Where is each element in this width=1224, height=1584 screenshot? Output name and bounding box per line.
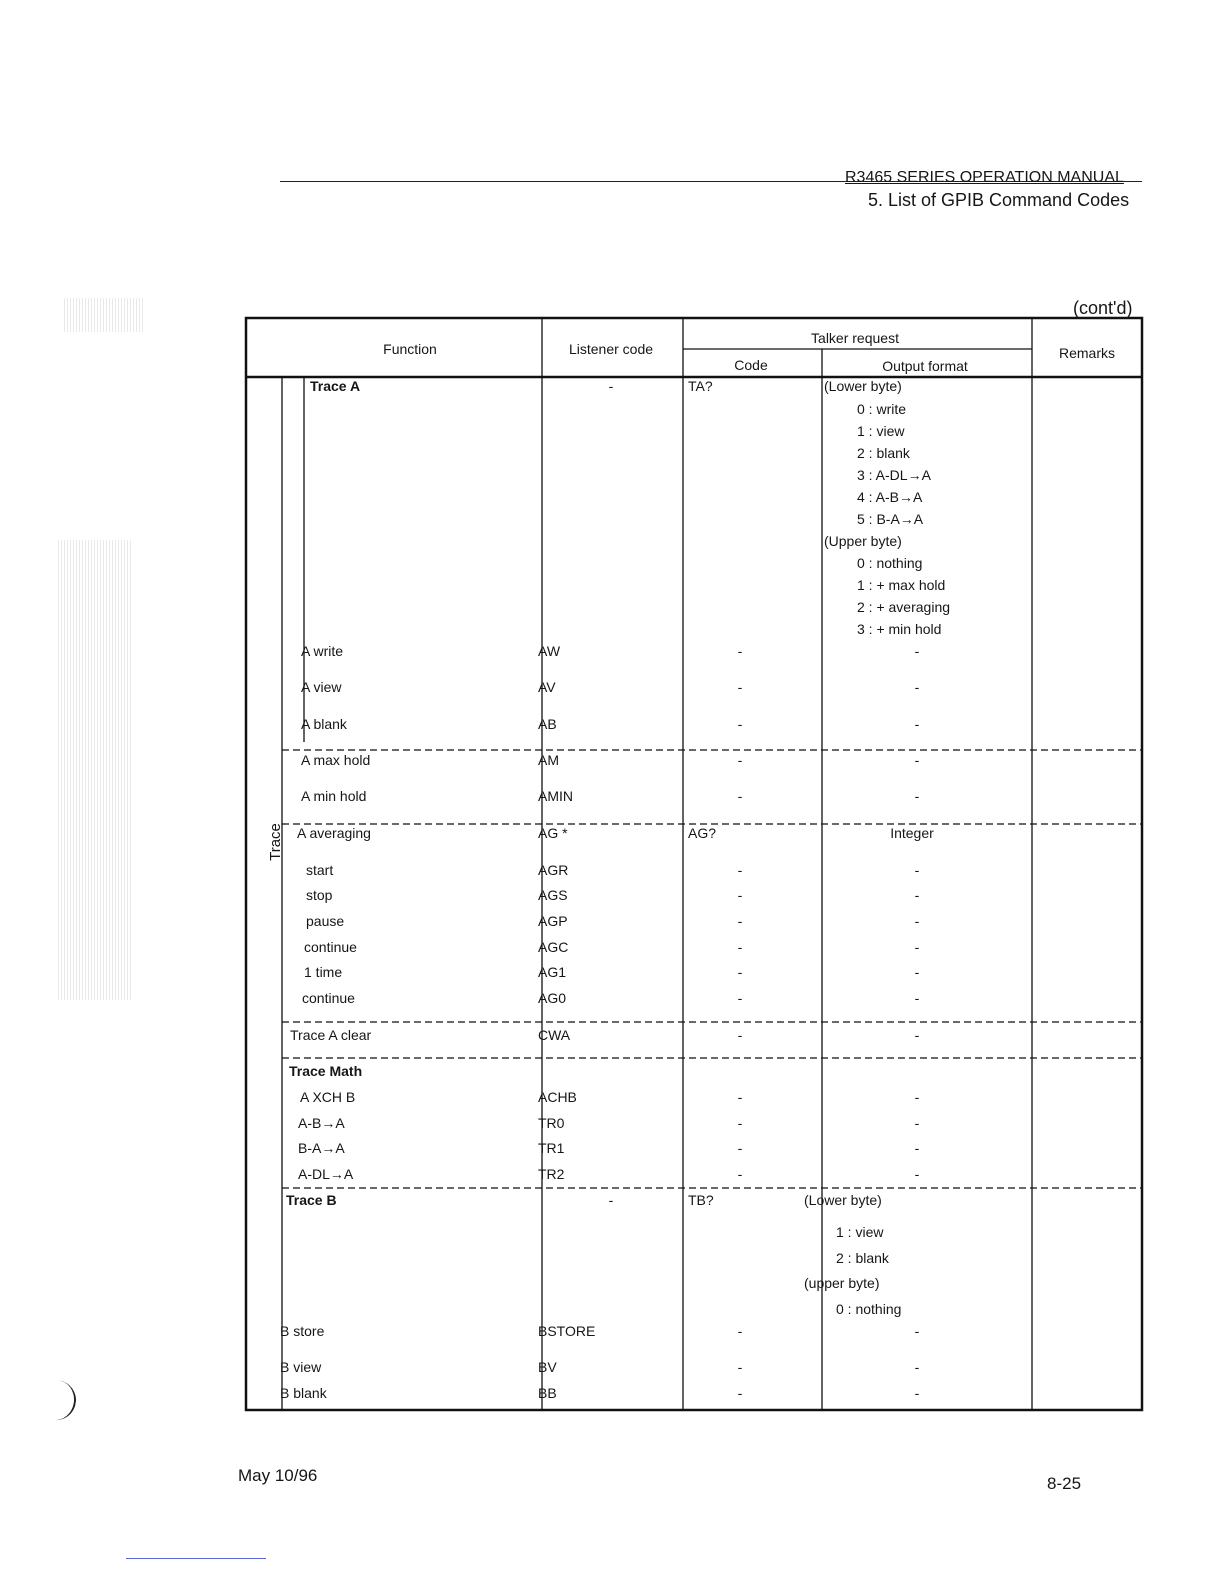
cell-function: Trace Math [289,1063,363,1079]
cell-output-format: - [914,643,920,659]
manual-title: R3465 SERIES OPERATION MANUAL [845,169,1124,186]
cell-output-format: - [914,1140,920,1156]
cell-code: TB? [688,1192,714,1208]
cell-output-format: - [914,939,920,955]
cell-listener-code: AG1 [538,964,567,980]
table-rows [280,378,950,1401]
cell-output-format: - [914,1323,920,1339]
header-listener-code: Listener code [568,341,654,357]
cell-listener-code: AM [538,752,559,768]
cell-code: - [737,679,743,695]
section-title: 5. List of GPIB Command Codes [868,190,1130,210]
cell-output-format: 0 : nothing [857,555,923,571]
cell-listener-code: TR0 [538,1115,565,1131]
cell-function: A blank [301,716,347,732]
cell-output-format: - [914,1089,920,1105]
cell-output-format: (Lower byte) [824,378,902,394]
cell-function: A min hold [301,788,367,804]
cell-function: continue [302,990,355,1006]
cell-listener-code: AGP [538,913,568,929]
cell-listener-code: AG0 [538,990,567,1006]
continued-label: (cont'd) [1073,298,1133,318]
header-remarks: Remarks [1058,345,1116,361]
table-frame [246,318,1142,1410]
cell-code: - [737,990,743,1006]
header-output-format: Output format [882,358,968,374]
cell-function: stop [306,887,333,903]
cell-function: A-B→A [298,1115,345,1131]
cell-output-format: 5 : B-A→A [857,511,924,527]
cell-output-format: 1 : view [836,1224,884,1240]
header-function: Function [383,341,437,357]
cell-listener-code: BV [538,1359,557,1375]
cell-listener-code: TR2 [538,1166,565,1182]
cell-function: Trace B [286,1192,337,1208]
cell-function: B blank [280,1385,327,1401]
cell-code: - [737,964,743,980]
cell-listener-code: AV [538,679,556,695]
header-code: Code [734,357,768,373]
cell-output-format: - [914,788,920,804]
cell-output-format: - [914,913,920,929]
cell-function: Trace A clear [290,1027,372,1043]
cell-code: - [737,1323,743,1339]
cell-listener-code: CWA [538,1027,571,1043]
cell-function: B view [280,1359,322,1375]
cell-function: A max hold [301,752,371,768]
cell-listener-code: BSTORE [538,1323,596,1339]
cell-code: - [737,1027,743,1043]
cell-listener-code: AMIN [538,788,573,804]
cell-output-format: - [914,1385,920,1401]
cell-code: - [737,716,743,732]
cell-output-format: 3 : A-DL→A [857,467,931,483]
cell-output-format: 0 : write [857,401,907,417]
cell-output-format: Integer [890,825,934,841]
cell-output-format: - [914,716,920,732]
cell-output-format: 2 : blank [857,445,910,461]
cell-code: - [737,1089,743,1105]
cell-listener-code: - [608,378,614,394]
cell-function: 1 time [304,964,343,980]
cell-output-format: - [914,1166,920,1182]
footer-page-number: 8-25 [1047,1474,1082,1493]
cell-code: - [737,788,743,804]
cell-listener-code: AW [538,643,561,659]
cell-code: - [737,1115,743,1131]
cell-listener-code: AB [538,716,557,732]
cell-function: B store [280,1323,325,1339]
cell-code: - [737,752,743,768]
cell-code: - [737,1140,743,1156]
cell-code: - [737,862,743,878]
cell-output-format: 1 : view [857,423,905,439]
cell-function: A XCH B [300,1089,356,1105]
cell-listener-code: - [608,1192,614,1208]
cell-function: A averaging [297,825,371,841]
cell-output-format: - [914,964,920,980]
cell-listener-code: TR1 [538,1140,565,1156]
cell-code: - [737,1359,743,1375]
cell-output-format: (upper byte) [804,1275,880,1291]
cell-output-format: 3 : + min hold [857,621,942,637]
cell-code: - [737,643,743,659]
cell-function: Trace A [310,378,361,394]
cell-code: - [737,1385,743,1401]
cell-code: TA? [688,378,713,394]
cell-output-format: - [914,752,920,768]
scan-smudge-left [58,540,132,1000]
cell-listener-code: BB [538,1385,557,1401]
header-talker-request: Talker request [811,330,899,346]
scan-smudge-top [64,298,144,332]
cell-listener-code: ACHB [538,1089,577,1105]
cell-function: A-DL→A [298,1166,354,1182]
cell-output-format: - [914,1115,920,1131]
cell-output-format: - [914,887,920,903]
cell-output-format: - [914,990,920,1006]
cell-listener-code: AGC [538,939,569,955]
cell-function: pause [306,913,345,929]
cell-listener-code: AGS [538,887,568,903]
cell-function: A view [301,679,342,695]
cell-output-format: 2 : + averaging [857,599,951,615]
cell-output-format: - [914,1359,920,1375]
cell-output-format: - [914,862,920,878]
cell-output-format: (Upper byte) [824,533,902,549]
cell-code: - [737,939,743,955]
cell-listener-code: AGR [538,862,569,878]
cell-output-format: 1 : + max hold [857,577,946,593]
group-label-trace: Trace [267,823,284,861]
cell-output-format: - [914,679,920,695]
cell-code: AG? [688,825,717,841]
cell-function: start [306,862,334,878]
scan-bottom-rule [126,1558,266,1559]
footer-date: May 10/96 [238,1466,318,1485]
cell-output-format: 2 : blank [836,1250,889,1266]
cell-output-format: 0 : nothing [836,1301,902,1317]
cell-output-format: - [914,1027,920,1043]
cell-function: A write [301,643,344,659]
cell-code: - [737,913,743,929]
cell-code: - [737,887,743,903]
cell-output-format: (Lower byte) [804,1192,882,1208]
cell-output-format: 4 : A-B→A [857,489,923,505]
cell-function: continue [304,939,357,955]
cell-listener-code: AG * [538,825,568,841]
cell-function: B-A→A [298,1140,345,1156]
cell-code: - [737,1166,743,1182]
